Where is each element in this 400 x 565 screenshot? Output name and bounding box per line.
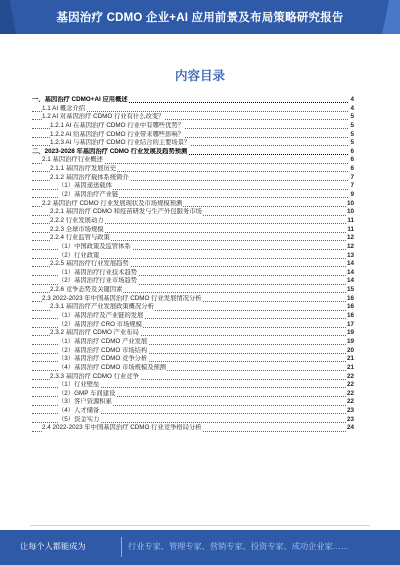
toc-entry-title: 二、2023-2028 年基因治疗 CDMO 行业发展及趋势预测 [32,147,188,155]
toc-entry-title: 2.3.1 基因治疗产业发展政策概况分析 [50,303,154,311]
toc-entry-page: 13 [346,251,354,259]
toc-entry[interactable] [32,373,354,382]
toc-entry-page: 19 [346,329,354,337]
toc-entry[interactable] [32,200,354,209]
toc-entry[interactable] [32,182,354,191]
toc-entry-page: 22 [346,398,354,406]
toc-entry-page: 16 [346,294,354,302]
toc-entry-page: 11 [347,225,354,233]
toc-entry-page: 21 [346,355,354,363]
toc-entry[interactable] [32,312,354,321]
toc-entry-page: 14 [346,268,354,276]
toc-entry-page: 17 [346,320,354,328]
toc-entry-page: 20 [346,346,354,354]
toc-entry-page: 23 [346,415,354,423]
toc-entry[interactable] [32,156,354,165]
toc-entry-title: 2.2.1 基因治疗 CDMO 和疫苗研发与生产外包服务市场 [50,208,202,216]
toc-entry[interactable] [32,131,354,140]
toc-entry[interactable] [32,243,354,252]
toc-entry-page: 7 [350,182,354,190]
toc-entry-page: 22 [346,372,354,380]
toc-entry[interactable] [32,424,354,433]
toc-entry[interactable] [32,105,354,114]
toc-entry-title: （1）基因治疗 CDMO 产业发展 [58,337,148,345]
toc-entry-page: 6 [350,165,354,173]
toc-entry-title: 2.2.4 行业监管与政策 [50,234,110,242]
toc-entry[interactable] [32,191,354,200]
toc-entry[interactable] [32,113,354,122]
toc-entry[interactable] [32,286,354,295]
toc-entry[interactable] [32,269,354,278]
toc-entry-title: （2）基因治疗产业链 [58,191,119,199]
toc-entry-title: 2.2.6 竞争态势及关键因素 [50,286,123,294]
toc-heading: 内容目录 [174,69,225,83]
toc-entry-page: 6 [350,147,354,155]
toc-entry[interactable] [32,390,354,399]
toc-entry-title: 1.2.1 AI 在基因治疗 CDMO 行业中有哪些优势？ [50,121,184,129]
toc-entry-title: （3）基因治疗 CDMO 竞争分析 [58,355,148,363]
toc-entry-page: 14 [346,277,354,285]
report-title: 基因治疗 CDMO 企业+AI 应用前景及布局策略研究报告 [56,12,344,24]
toc-entry[interactable] [32,381,354,390]
toc-entry-page: 10 [346,208,354,216]
toc-entry-title: （2）基因治疗行业市场趋势 [58,277,138,285]
toc-entry[interactable] [32,295,354,304]
toc-entry-page: 15 [346,286,354,294]
toc-entry-title: 2.3 2022-2023 年中国基因治疗 CDMO 行业发展情况分析 [42,294,202,302]
toc-entry-title: 1.2.3 AI 与基因治疗 CDMO 行业结合的主要场景？ [50,139,191,147]
toc-entry-title: 2.2.2 行业发展动力 [50,216,104,224]
toc-entry[interactable] [32,364,354,373]
toc-entry-page: 19 [346,337,354,345]
toc-entry-title: 2.3.2 基因治疗 CDMO 产业布局 [50,329,139,337]
toc-entry-page: 23 [346,407,354,415]
toc-entry-page: 6 [350,156,354,164]
toc-entry-title: （2）行业政策 [58,251,100,259]
report-header [0,0,400,34]
toc-entry[interactable] [32,234,354,243]
footer-slogan-lead: 让每个人都能成为 [20,542,86,551]
toc-entry-page: 5 [350,130,354,138]
footer-separator [121,537,122,557]
toc-entry-title: 1.2.2 AI 给基因治疗 CDMO 行业带来哪些影响？ [50,130,184,138]
toc-entry-page: 16 [346,303,354,311]
toc-entry-title: （1）行业壁垒 [58,381,100,389]
toc-entry-page: 5 [350,139,354,147]
toc-entry[interactable] [32,398,354,407]
toc-entry[interactable] [32,252,354,261]
toc-entry[interactable] [32,347,354,356]
toc-entry[interactable] [32,321,354,330]
toc-entry-title: 2.1 基因治疗行业概述 [42,156,103,164]
toc-entry-title: （5）资金实力 [58,415,100,423]
footer-slogan-roles: 行业专家、管理专家、营销专家、投资专家、成功企业家…… [128,542,350,551]
toc-entry[interactable] [32,208,354,217]
toc-entry[interactable] [32,329,354,338]
toc-entry-page: 4 [350,104,354,112]
toc-entry-title: （2）GMP 车间建设 [58,389,116,397]
toc-entry[interactable] [32,165,354,174]
toc-entry-title: （1）基因治疗行业技术趋势 [58,268,138,276]
toc-entry-title: （4）基因治疗 CDMO 市场规模及预测 [58,363,167,371]
toc-entry-page: 10 [346,199,354,207]
toc-entry[interactable] [32,174,354,183]
toc-entry-title: 2.4 2022-2023 年中国基因治疗 CDMO 行业竞争格局分析 [42,424,202,432]
footer-divider [30,525,370,526]
toc-entry-page: 21 [346,363,354,371]
toc-entry[interactable] [32,139,354,148]
toc-entry[interactable] [32,338,354,347]
toc-entry[interactable] [32,148,354,157]
toc-entry-title: 2.3.3 基因治疗 CDMO 行业竞争 [50,372,139,380]
toc-entry[interactable] [32,122,354,131]
toc-entry-title: （2）基因治疗 CDMO 市场结构 [58,346,148,354]
toc-entry[interactable] [32,226,354,235]
toc-entry-title: 2.2 基因治疗 CDMO 行业发展现状及市场规模预测 [42,199,183,207]
toc-entry-page: 12 [346,242,354,250]
toc-entry-page: 14 [346,260,354,268]
toc-entry-title: 1.2 AI 对基因治疗 CDMO 行业有什么改变？ [42,113,165,121]
toc-entry-title: 一、基因治疗 CDMO+AI 应用概述 [32,96,128,103]
toc-entry-page: 22 [346,381,354,389]
toc-entry-title: （1）基因治疗及产业链的发展 [58,312,144,320]
toc-entry-title: 2.1.2 基因治疗载体系统简介 [50,173,129,181]
toc-entry[interactable] [32,303,354,312]
toc-entry-page: 5 [350,121,354,129]
toc-entry-title: （3）客户资源积累 [58,398,112,406]
toc-entry-page: 12 [346,234,354,242]
toc-entry-title: （1）中国政策及监管体系 [58,242,131,250]
toc-entry[interactable] [32,416,354,425]
toc-entry[interactable] [32,217,354,226]
toc-entry[interactable] [32,260,354,269]
toc-entry-title: 2.2.5 基因治疗行业发展趋势 [50,260,129,268]
toc-entry[interactable] [32,407,354,416]
toc-entry-title: 1.1 AI 概念介绍 [42,104,86,112]
toc-entry[interactable] [32,355,354,364]
toc-entry-title: （2）基因治疗 CRO 市场规模 [58,320,142,328]
toc-entry-title: 2.1.1 基因治疗发展历史 [50,165,117,173]
toc-entry-page: 7 [350,173,354,181]
toc-entry-page: 9 [350,191,354,199]
toc-entry-page: 22 [346,389,354,397]
toc-entry[interactable] [32,277,354,286]
toc-entry[interactable] [32,96,354,105]
toc-entry-page: 4 [350,96,354,103]
toc-entry-title: （1）基因递送载体 [58,182,112,190]
toc-entry-page: 11 [347,216,354,224]
toc-entry-page: 16 [346,312,354,320]
toc-entry-page: 24 [346,424,354,432]
table-of-contents [32,96,354,433]
toc-entry-title: （4）人才储备 [58,407,100,415]
report-footer [0,530,400,565]
toc-entry-page: 5 [350,113,354,121]
toc-entry-title: 2.2.3 全球市场规模 [50,225,104,233]
